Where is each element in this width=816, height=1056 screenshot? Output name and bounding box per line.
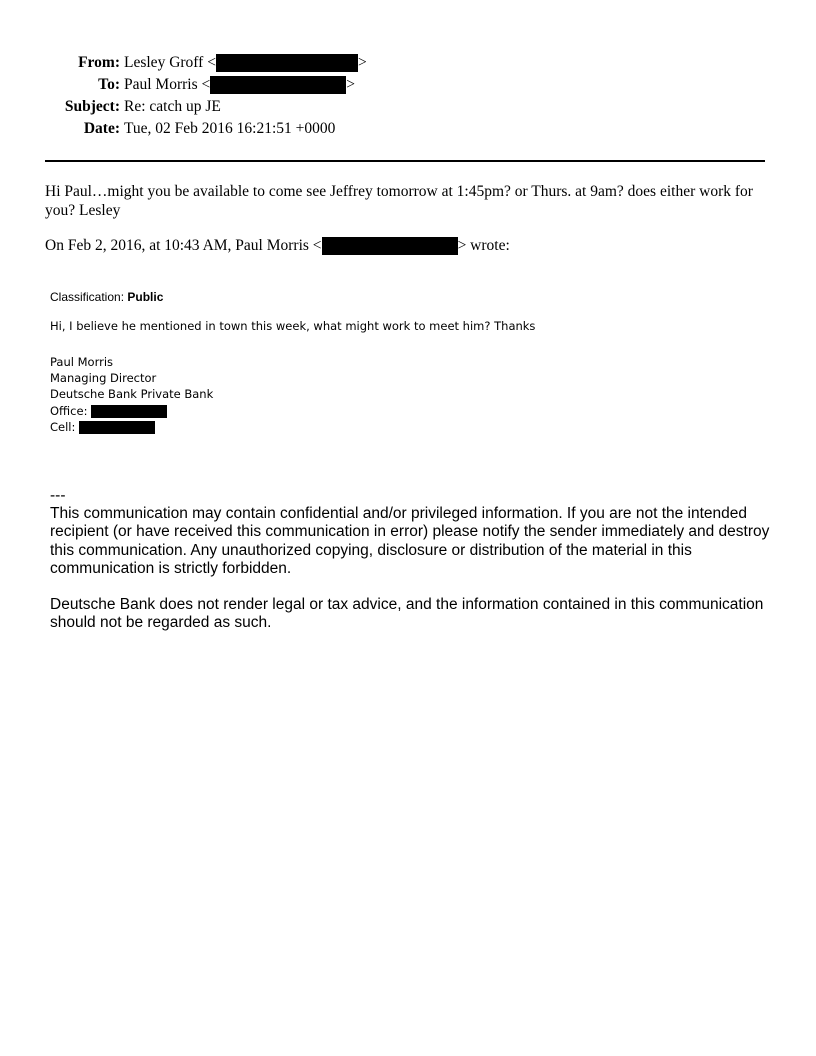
header-divider [45, 160, 765, 162]
signature-company: Deutsche Bank Private Bank [50, 387, 214, 402]
signature-cell [50, 419, 213, 435]
disclaimer [50, 487, 770, 632]
disclaimer-confidential: This communication may contain confidential and/or privileged information. If you are not the intended recipient (or have received this communication in error) please notify the sender immediately and destroy this communication. Any unauthorized copying, disclosure or distribution of the material in this communication is strictly forbidden. [50, 505, 770, 577]
from-close: > [357, 54, 367, 71]
date-label: Date: [83, 120, 120, 137]
to-value: Paul Morris < [124, 76, 211, 93]
classification-value: Public [127, 290, 164, 304]
redacted-from-email [216, 54, 358, 72]
redacted-to-email [210, 76, 346, 94]
to-close: > [346, 76, 355, 93]
to-label: To: [98, 76, 120, 93]
quote-prefix: On Feb 2, 2016, at 10:43 AM, Paul Morris < [45, 237, 322, 254]
from-label: From: [78, 54, 120, 71]
redacted-cell-phone [79, 421, 155, 434]
to-row [40, 74, 740, 96]
message-body: Hi Paul…might you be available to come see Jeffrey tomorrow at 1:45pm? or Thurs. at 9am? does either work for you? Lesley [45, 183, 753, 219]
classification [50, 290, 163, 304]
subject-value: Re: catch up JE [124, 98, 221, 115]
redacted-quote-email [322, 237, 458, 255]
email-header [40, 52, 740, 140]
subject-label: Subject: [64, 98, 120, 115]
quote-suffix: > wrote: [457, 237, 510, 254]
disclaimer-legal: Deutsche Bank does not render legal or tax advice, and the information contained in this communication should not be regarded as such. [50, 596, 764, 632]
office-label: Office: [50, 403, 88, 418]
quoted-text: Hi, I believe he mentioned in town this week, what might work to meet him? Thanks [50, 319, 536, 333]
date-row [40, 118, 740, 140]
date-value: Tue, 02 Feb 2016 16:21:51 +0000 [124, 120, 336, 137]
signature-title: Managing Director [50, 371, 157, 386]
disclaimer-separator: --- [50, 487, 66, 504]
from-row [40, 52, 740, 74]
classification-label: Classification: [50, 290, 125, 304]
subject-row [40, 96, 740, 118]
from-value: Lesley Groff < [124, 54, 216, 71]
signature-name: Paul Morris [50, 355, 114, 369]
cell-label: Cell: [50, 419, 76, 434]
redacted-office-phone [91, 405, 167, 418]
signature [50, 354, 213, 435]
signature-office [50, 403, 213, 419]
quote-attribution [45, 236, 510, 255]
